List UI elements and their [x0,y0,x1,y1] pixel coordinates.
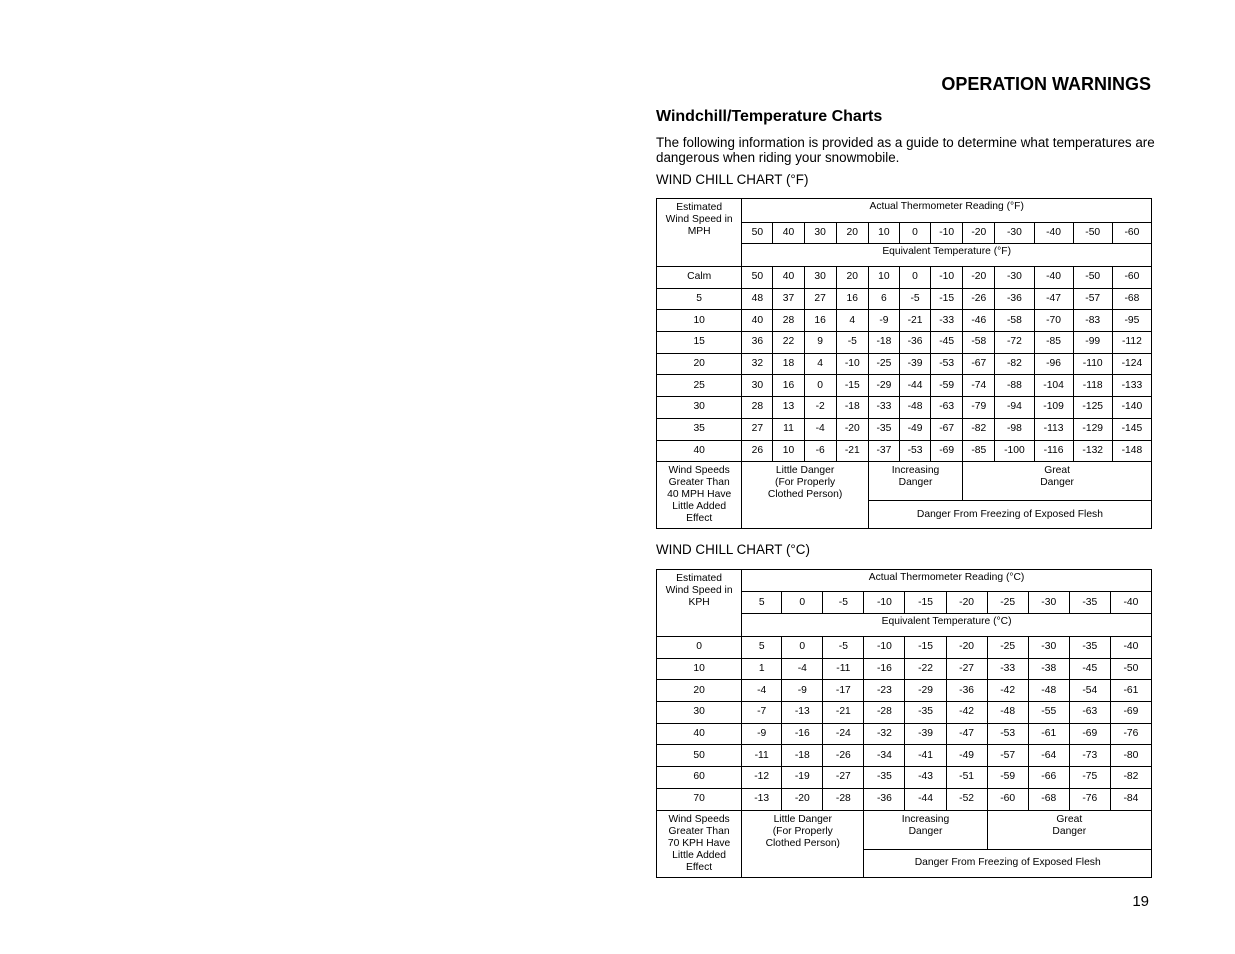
temperature-header-cell: 40 [773,223,804,244]
temperature-header-cell: -40 [1034,223,1073,244]
wind-speed-cell: Calm [657,267,742,289]
wind-speed-cell: 5 [657,288,742,310]
chill-value-cell: -21 [823,702,864,724]
chill-value-cell: -48 [987,702,1028,724]
wind-speed-cell: 40 [657,723,742,745]
chill-value-cell: -19 [782,767,823,789]
chill-value-cell: -18 [782,745,823,767]
wind-speed-cell: 50 [657,745,742,767]
chill-value-cell: -48 [899,397,930,419]
chill-value-cell: 28 [773,310,804,332]
chill-value-cell: -17 [823,680,864,702]
chill-value-cell: -45 [1069,658,1110,680]
chill-value-cell: -44 [905,788,946,810]
chill-value-cell: -68 [1028,788,1069,810]
table-row [657,637,1152,659]
chill-value-cell: 32 [742,353,773,375]
chill-value-cell: 18 [773,353,804,375]
chill-value-cell: -30 [1028,637,1069,659]
chill-value-cell: 27 [804,288,836,310]
temperature-header-cell: 0 [782,592,823,614]
chill-value-cell: -28 [864,702,905,724]
chill-value-cell: -82 [1110,767,1151,789]
chill-value-cell: -99 [1073,332,1112,354]
table-row [657,267,1152,289]
chill-value-cell: -25 [987,637,1028,659]
chill-value-cell: 20 [836,267,868,289]
chill-value-cell: -5 [823,637,864,659]
chill-value-cell: -2 [804,397,836,419]
chill-value-cell: -13 [782,702,823,724]
page-number: 19 [1132,893,1149,910]
chill-value-cell: -36 [995,288,1034,310]
chill-value-cell: -36 [899,332,930,354]
increasing-danger-cell [868,462,962,501]
chill-value-cell: 16 [773,375,804,397]
wind-speed-cell: 10 [657,310,742,332]
intro-paragraph: The following information is provided as a guide to determine what temperatures are dangerous when riding your snowmobile. [656,135,1155,165]
chill-value-cell: -133 [1112,375,1151,397]
table-row [657,353,1152,375]
chill-value-cell: -67 [963,353,995,375]
chill-value-cell: -52 [946,788,987,810]
chill-value-cell: 10 [773,440,804,462]
table-row [657,375,1152,397]
chill-value-cell: -67 [931,418,963,440]
chill-value-cell: -4 [804,418,836,440]
chill-value-cell: -15 [931,288,963,310]
high-wind-note-line: Little Added [672,501,727,513]
chill-value-cell: -10 [836,353,868,375]
chill-value-cell: -60 [987,788,1028,810]
chill-value-cell: -53 [931,353,963,375]
chill-value-cell: -49 [899,418,930,440]
chill-value-cell: -27 [946,658,987,680]
chill-value-cell: -63 [1069,702,1110,724]
freezing-danger-cell: Danger From Freezing of Exposed Flesh [864,849,1152,877]
wind-chill-chart-c [656,569,1152,878]
chill-value-cell: -94 [995,397,1034,419]
chill-value-cell: -10 [864,637,905,659]
chill-value-cell: -116 [1034,440,1073,462]
wind-speed-cell: 60 [657,767,742,789]
chill-value-cell: -5 [899,288,930,310]
chill-value-cell: -51 [946,767,987,789]
chill-value-cell: -140 [1112,397,1151,419]
increasing-danger-cell [864,810,987,849]
chill-value-cell: 5 [742,637,782,659]
chill-value-cell: 9 [804,332,836,354]
freezing-danger-cell: Danger From Freezing of Exposed Flesh [868,501,1151,529]
great-danger-cell [963,462,1152,501]
wind-speed-cell: 40 [657,440,742,462]
chill-value-cell: 0 [899,267,930,289]
chill-value-cell: -54 [1069,680,1110,702]
chill-value-cell: -27 [823,767,864,789]
chill-value-cell: -72 [995,332,1034,354]
chill-value-cell: -20 [963,267,995,289]
high-wind-note-line: 40 MPH Have [667,489,732,501]
temperature-header-cell: -15 [905,592,946,614]
chill-value-cell: 36 [742,332,773,354]
table-row [657,680,1152,702]
chill-value-cell: -10 [931,267,963,289]
chill-value-cell: -11 [742,745,782,767]
chill-value-cell: -42 [987,680,1028,702]
high-wind-note-line: Greater Than [668,477,730,489]
chill-value-cell: 22 [773,332,804,354]
chill-value-cell: -49 [946,745,987,767]
chill-value-cell: -96 [1034,353,1073,375]
chill-value-cell: -129 [1073,418,1112,440]
chill-value-cell: -47 [1034,288,1073,310]
little-danger-line: (For Properly [775,477,836,489]
chill-value-cell: -80 [1110,745,1151,767]
little-danger-line: Clothed Person) [765,837,840,849]
chill-value-cell: -39 [905,723,946,745]
speed-header-line: Wind Speed in [665,585,733,596]
chill-value-cell: -16 [782,723,823,745]
high-wind-note-cell [657,462,742,529]
temperature-header-cell: -60 [1112,223,1151,244]
chill-value-cell: -12 [742,767,782,789]
chill-value-cell: -6 [804,440,836,462]
high-wind-note-line: Greater Than [668,825,730,837]
increasing-danger-line: Increasing [891,465,940,477]
actual-reading-header: Actual Thermometer Reading (°F) [742,199,1152,223]
chill-value-cell: -113 [1034,418,1073,440]
chill-value-cell: -60 [1112,267,1151,289]
chill-value-cell: 4 [836,310,868,332]
chill-value-cell: -70 [1034,310,1073,332]
speed-header-cell [657,199,742,267]
chill-value-cell: 27 [742,418,773,440]
little-danger-line: Little Danger [773,813,832,825]
temperature-header-cell: 50 [742,223,773,244]
temperature-header-cell: 0 [899,223,930,244]
chill-value-cell: -84 [1110,788,1151,810]
chill-value-cell: -61 [1028,723,1069,745]
little-danger-line: Little Danger [775,465,835,477]
equivalent-temp-header: Equivalent Temperature (°F) [742,244,1152,267]
chill-value-cell: -55 [1028,702,1069,724]
chill-value-cell: 16 [804,310,836,332]
chill-value-cell: -38 [1028,658,1069,680]
chill-value-cell: -79 [963,397,995,419]
section-title: OPERATION WARNINGS [941,74,1151,94]
chill-value-cell: -22 [905,658,946,680]
chill-value-cell: -40 [1110,637,1151,659]
chill-value-cell: -9 [742,723,782,745]
little-danger-line: (For Properly [772,825,833,837]
chill-value-cell: 4 [804,353,836,375]
chill-value-cell: -11 [823,658,864,680]
chill-value-cell: 1 [742,658,782,680]
high-wind-note-line: Little Added [672,849,726,861]
chill-value-cell: -68 [1112,288,1151,310]
chill-value-cell: -69 [931,440,963,462]
chart-f-label: WIND CHILL CHART (°F) [656,172,809,187]
temperature-header-cell: -35 [1069,592,1110,614]
chill-value-cell: -109 [1034,397,1073,419]
chill-value-cell: -4 [782,658,823,680]
chill-value-cell: -69 [1069,723,1110,745]
wind-speed-cell: 20 [657,680,742,702]
wind-speed-cell: 35 [657,418,742,440]
chill-value-cell: 40 [773,267,804,289]
chill-value-cell: -59 [931,375,963,397]
chill-value-cell: -44 [899,375,930,397]
wind-speed-cell: 30 [657,702,742,724]
chill-value-cell: -30 [995,267,1034,289]
temperature-header-cell: -30 [1028,592,1069,614]
chill-value-cell: -63 [931,397,963,419]
chill-value-cell: -88 [995,375,1034,397]
high-wind-note-line: Effect [686,861,713,873]
chill-value-cell: -35 [864,767,905,789]
chill-value-cell: -61 [1110,680,1151,702]
table-row [657,723,1152,745]
wind-speed-cell: 30 [657,397,742,419]
chill-value-cell: -29 [905,680,946,702]
chill-value-cell: -43 [905,767,946,789]
table-row [657,658,1152,680]
chill-value-cell: -23 [864,680,905,702]
chill-value-cell: -5 [836,332,868,354]
chill-value-cell: -100 [995,440,1034,462]
chill-value-cell: -82 [963,418,995,440]
chill-value-cell: 6 [868,288,899,310]
chill-value-cell: -42 [946,702,987,724]
chill-value-cell: 26 [742,440,773,462]
chill-value-cell: -37 [868,440,899,462]
chill-value-cell: -50 [1073,267,1112,289]
speed-header-line: Estimated [676,573,722,584]
chill-value-cell: -125 [1073,397,1112,419]
chill-value-cell: -15 [905,637,946,659]
wind-speed-cell: 10 [657,658,742,680]
chill-value-cell: -32 [864,723,905,745]
chill-value-cell: -104 [1034,375,1073,397]
chill-value-cell: -41 [905,745,946,767]
chill-value-cell: 0 [782,637,823,659]
temperature-header-cell: 30 [804,223,836,244]
great-danger-line: Danger [1040,477,1074,489]
temperature-header-cell: -10 [931,223,963,244]
temperature-header-cell: 20 [836,223,868,244]
wind-chill-chart-f [656,198,1152,529]
chill-value-cell: -95 [1112,310,1151,332]
chill-value-cell: -9 [868,310,899,332]
chill-value-cell: -76 [1069,788,1110,810]
chill-value-cell: -33 [868,397,899,419]
temperature-header-cell: -40 [1110,592,1151,614]
increasing-danger-line: Danger [898,477,933,489]
temperature-header-cell: -20 [963,223,995,244]
chill-value-cell: 30 [804,267,836,289]
wind-speed-cell: 20 [657,353,742,375]
chill-value-cell: -28 [823,788,864,810]
table-row [657,310,1152,332]
chill-value-cell: -118 [1073,375,1112,397]
wind-speed-cell: 25 [657,375,742,397]
chill-value-cell: -36 [864,788,905,810]
chill-value-cell: -66 [1028,767,1069,789]
chill-value-cell: -18 [868,332,899,354]
chill-value-cell: -59 [987,767,1028,789]
table-row [657,767,1152,789]
chill-value-cell: 37 [773,288,804,310]
chill-value-cell: -83 [1073,310,1112,332]
chill-value-cell: -33 [931,310,963,332]
chill-value-cell: -64 [1028,745,1069,767]
speed-header-cell [657,570,742,637]
chill-value-cell: -35 [1069,637,1110,659]
high-wind-note-line: 70 KPH Have [667,837,731,849]
speed-header-line: Estimated [676,202,723,213]
temperature-header-cell: 10 [868,223,899,244]
temperature-header-cell: 5 [742,592,782,614]
speed-header-line: Wind Speed in [665,214,733,225]
chill-value-cell: -20 [782,788,823,810]
actual-reading-header: Actual Thermometer Reading (°C) [742,570,1152,592]
speed-header-line: KPH [688,597,710,608]
table-row [657,332,1152,354]
chill-value-cell: -45 [931,332,963,354]
chill-value-cell: -20 [946,637,987,659]
high-wind-note-line: Wind Speeds [668,813,730,825]
chill-value-cell: -112 [1112,332,1151,354]
chill-value-cell: -26 [963,288,995,310]
little-danger-line: Clothed Person) [767,489,843,501]
chill-value-cell: -76 [1110,723,1151,745]
chill-value-cell: -124 [1112,353,1151,375]
little-danger-cell [742,462,869,529]
wind-speed-cell: 70 [657,788,742,810]
chill-value-cell: -57 [987,745,1028,767]
speed-header-line: MPH [687,226,711,237]
table-row [657,288,1152,310]
chill-value-cell: -13 [742,788,782,810]
chill-value-cell: -39 [899,353,930,375]
great-danger-line: Great [1044,465,1070,477]
chill-value-cell: -57 [1073,288,1112,310]
chill-value-cell: -85 [1034,332,1073,354]
chill-value-cell: -35 [868,418,899,440]
chill-value-cell: -110 [1073,353,1112,375]
chill-value-cell: -50 [1110,658,1151,680]
high-wind-note-cell [657,810,742,877]
chill-value-cell: -26 [823,745,864,767]
chill-value-cell: 50 [742,267,773,289]
chill-value-cell: -4 [742,680,782,702]
chill-value-cell: -58 [995,310,1034,332]
chill-value-cell: -36 [946,680,987,702]
great-danger-cell [987,810,1151,849]
increasing-danger-line: Danger [908,825,943,837]
temperature-header-cell: -30 [995,223,1034,244]
temperature-header-cell: -5 [823,592,864,614]
table-row [657,440,1152,462]
chill-value-cell: -53 [987,723,1028,745]
temperature-header-cell: -10 [864,592,905,614]
chill-value-cell: -69 [1110,702,1151,724]
chill-value-cell: -74 [963,375,995,397]
chart-c-label: WIND CHILL CHART (°C) [656,542,810,557]
chill-value-cell: 48 [742,288,773,310]
temperature-header-cell: -25 [987,592,1028,614]
wind-speed-cell: 15 [657,332,742,354]
chill-value-cell: -21 [899,310,930,332]
chill-value-cell: -48 [1028,680,1069,702]
chill-value-cell: -25 [868,353,899,375]
chill-value-cell: -21 [836,440,868,462]
wind-speed-cell: 0 [657,637,742,659]
chill-value-cell: -34 [864,745,905,767]
chill-value-cell: 0 [804,375,836,397]
chill-value-cell: -16 [864,658,905,680]
table-row [657,418,1152,440]
great-danger-line: Great [1056,813,1083,825]
chill-value-cell: -29 [868,375,899,397]
temperature-header-cell: -20 [946,592,987,614]
chill-value-cell: 16 [836,288,868,310]
table-row [657,702,1152,724]
chill-value-cell: 30 [742,375,773,397]
table-row [657,397,1152,419]
equivalent-temp-header: Equivalent Temperature (°C) [742,614,1152,637]
chill-value-cell: -145 [1112,418,1151,440]
chill-value-cell: -98 [995,418,1034,440]
table-row [657,788,1152,810]
chill-value-cell: -85 [963,440,995,462]
chill-value-cell: -15 [836,375,868,397]
high-wind-note-line: Wind Speeds [668,465,730,477]
temperature-header-cell: -50 [1073,223,1112,244]
chill-value-cell: -7 [742,702,782,724]
chill-value-cell: -24 [823,723,864,745]
page-subtitle: Windchill/Temperature Charts [656,108,883,125]
great-danger-line: Danger [1052,825,1087,837]
chill-value-cell: 40 [742,310,773,332]
chill-value-cell: -73 [1069,745,1110,767]
chill-value-cell: 10 [868,267,899,289]
chill-value-cell: -132 [1073,440,1112,462]
table-row [657,745,1152,767]
chill-value-cell: -35 [905,702,946,724]
chill-value-cell: -53 [899,440,930,462]
chill-value-cell: -148 [1112,440,1151,462]
chill-value-cell: -47 [946,723,987,745]
chill-value-cell: -75 [1069,767,1110,789]
chill-value-cell: -46 [963,310,995,332]
little-danger-cell [742,810,864,877]
high-wind-note-line: Effect [686,513,713,525]
chill-value-cell: -82 [995,353,1034,375]
increasing-danger-line: Increasing [901,813,950,825]
chill-value-cell: -58 [963,332,995,354]
chill-value-cell: 11 [773,418,804,440]
chill-value-cell: -40 [1034,267,1073,289]
chill-value-cell: 13 [773,397,804,419]
chill-value-cell: -33 [987,658,1028,680]
chill-value-cell: -9 [782,680,823,702]
chill-value-cell: -20 [836,418,868,440]
chill-value-cell: 28 [742,397,773,419]
chill-value-cell: -18 [836,397,868,419]
